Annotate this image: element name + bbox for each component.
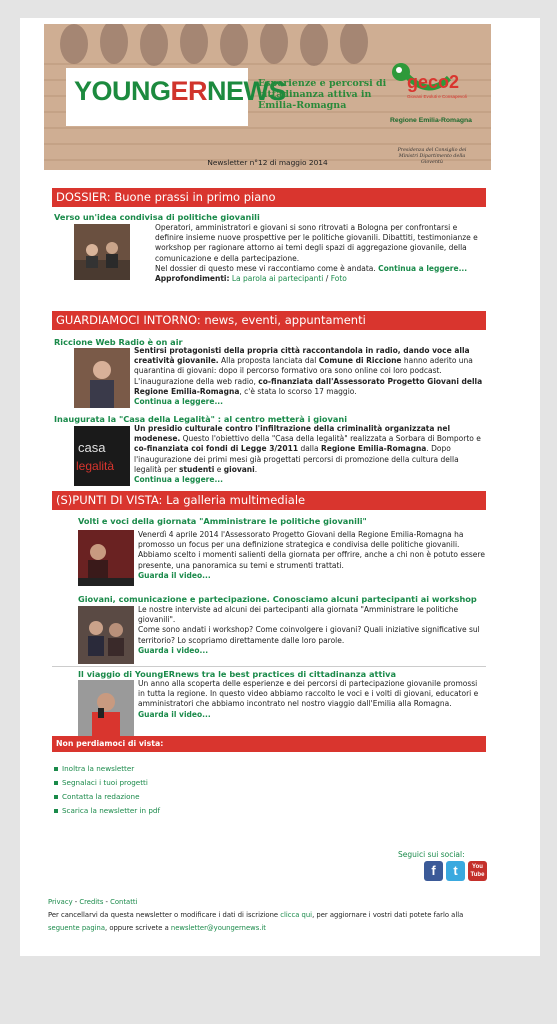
section-punti: (S)PUNTI DI VISTA: La galleria multimediale (52, 491, 486, 510)
not-forget-heading: Non perdiamoci di vista: (52, 736, 486, 752)
article-title-viaggio[interactable]: Il viaggio di YoungERnews tra le best practices di cittadinanza attiva (78, 669, 397, 679)
dossier-photo-art (74, 224, 130, 280)
issue-number: Newsletter n°12 di maggio 2014 (207, 158, 328, 167)
article-title-comunicazione[interactable]: Giovani, comunicazione e partecipazione. Conosciamo alcuni partecipanti ai workshop (78, 594, 477, 604)
svg-text:Giovani Evoluti e Consapevoli: Giovani Evoluti e Consapevoli (407, 94, 467, 99)
quick-links (52, 762, 352, 818)
svg-text:casa: casa (78, 440, 106, 455)
article-title-dossier[interactable]: Verso un'idea condivisa di politiche giovanili (54, 212, 260, 222)
svg-text:geco2: geco2 (407, 72, 460, 92)
approf-foto-link[interactable]: Foto (330, 274, 347, 284)
dossier-photo[interactable] (74, 224, 130, 280)
contatti-link[interactable]: Contatti (110, 898, 138, 906)
regione-logo: Regione Emilia-Romagna (390, 117, 472, 124)
comunicazione-body: Le nostre interviste ad alcuni dei partecipanti alla giornata "Amministrare le politiche giovanili". Come sono andati i workshop? Come coinvolgere i giovani? Quali iniziative significative sul territorio? Lo scopriamo direttamente dalle loro parole. Guarda i video... (138, 605, 480, 655)
unsubscribe-link[interactable]: clicca qui (280, 911, 313, 919)
section-dossier: DOSSIER: Buone prassi in primo piano (52, 188, 486, 207)
viaggio-video-art (78, 680, 134, 738)
banner-tagline: Esperienze e percorsi di cittadinanza attiva in Emilia-Romagna (258, 78, 387, 111)
youtube-icon[interactable]: You Tube (468, 861, 487, 881)
volti-watch-video[interactable]: Guarda il video... (138, 570, 211, 580)
radio-body: Sentirsi protagonisti della propria città raccontandola in radio, dando voce alla creatività giovanile. Alla proposta lanciata dal Comune di Riccione hanno aderito una quarantina di giovani: dopo il percorso formativo ora sono online coi loro podcast. L'inaugurazione della web radio, co-finanziata dall'Assessorato Progetto Giovani della Regione Emilia-Romagna, c'è stata lo scorso 17 maggio. Continua a leggere... (134, 346, 483, 407)
article-title-radio[interactable]: Riccione Web Radio è on air (54, 337, 183, 347)
geco-logo (389, 58, 467, 106)
link-forward-newsletter[interactable]: Inoltra la newsletter (52, 762, 352, 776)
section-guardiamoci: GUARDIAMOCI INTORNO: news, eventi, appuntamenti (52, 311, 486, 330)
presidenza-logo: Presidenza del Consiglio dei Ministri Dipartimento della Gioventù (397, 148, 467, 165)
article-title-volti[interactable]: Volti e voci della giornata "Amministrare le politiche giovanili" (78, 516, 367, 526)
update-page-link[interactable]: seguente pagina (48, 924, 105, 932)
radio-photo[interactable] (74, 348, 130, 408)
article-title-legalita[interactable]: Inaugurata la "Casa della Legalità" : al centro metterà i giovani (54, 414, 348, 424)
privacy-link[interactable]: Privacy (48, 898, 73, 906)
social-label: Seguici sui social: (398, 850, 465, 859)
divider (52, 666, 486, 667)
viaggio-body: Un anno alla scoperta delle esperienze e dei percorsi di partecipazione giovanile promossi in tutta la regione. In questo video abbiamo raccolto le voci e i volti di giovani, educatori e amministratori che abbiamo incontrato nel nostro viaggio dall'Emilia alla Romagna. Guarda il video... (138, 679, 479, 719)
viaggio-video-thumb[interactable] (78, 680, 134, 738)
link-report-project[interactable]: Segnalaci i tuoi progetti (52, 776, 352, 790)
volti-video-thumb[interactable] (78, 530, 134, 586)
comunicazione-video-art (78, 606, 134, 664)
youngernews-logo: YOUNGERNEWS (74, 76, 287, 106)
svg-text:legalità: legalità (76, 459, 115, 473)
dossier-read-more[interactable]: Continua a leggere... (378, 263, 468, 273)
link-contact-editors[interactable]: Contatta la redazione (52, 790, 352, 804)
credits-link[interactable]: Credits (79, 898, 104, 906)
volti-body: Venerdì 4 aprile 2014 l'Assessorato Progetto Giovani della Regione Emilia-Romagna ha promosso un focus per una definizione strategica e condivisa delle politiche giovanili. Abbiamo scelto i momenti salienti della giornata per offrire, anche a chi non è potuto essere presente, una panoramica su temi e strumenti trattati. Guarda il video... (138, 530, 485, 580)
approf-partecipanti-link[interactable]: La parola ai partecipanti (231, 274, 324, 284)
radio-read-more[interactable]: Continua a leggere... (134, 397, 223, 407)
legalita-read-more[interactable]: Continua a leggere... (134, 475, 223, 485)
comunicazione-video-thumb[interactable] (78, 606, 134, 664)
twitter-icon[interactable]: t (446, 861, 465, 881)
legalita-photo-art (74, 426, 130, 486)
link-download-pdf[interactable]: Scarica la newsletter in pdf (52, 804, 352, 818)
legalita-photo[interactable] (74, 426, 130, 486)
radio-photo-art (74, 348, 130, 408)
volti-video-art (78, 530, 134, 586)
facebook-icon[interactable]: f (424, 861, 443, 881)
header-banner (44, 24, 491, 170)
footer: Privacy - Credits - Contatti Per cancellarvi da questa newsletter o modificare i dati di iscrizione clicca qui, per aggiornare i vostri dati potete farlo alla seguente pagina, oppure scrivete a newsletter@youngernews.it (48, 898, 464, 932)
newsletter-email-link[interactable]: newsletter@youngernews.it (170, 924, 266, 932)
comunicazione-watch-videos[interactable]: Guarda i video... (138, 645, 209, 655)
dossier-body: Operatori, amministratori e giovani si sono ritrovati a Bologna per confrontarsi e definire insieme nuove prospettive per le politiche giovanili. Dibattiti, testimonianze e workshop per ragionare attorno ai temi degli spazi di aggregazione giovanile, della comunicazione e della partecipazione. Nel dossier di questo mese vi raccontiamo come è andata. Continua a leggere... Approfondimenti: La parola ai partecipanti / Foto (155, 223, 478, 284)
legalita-body: Un presidio culturale contro l'infiltrazione della criminalità organizzata nel modenese. Questo l'obiettivo della "Casa della legalità" realizzata a Sorbara di Bomporto e co-finanziata coi fondi di Legge 3/2011 dalla Regione Emilia-Romagna. Dopo l'inaugurazione dei primi mesi già progettati percorsi di promozione della cultura della legalità per studenti e giovani. Continua a leggere... (134, 424, 481, 485)
viaggio-watch-video[interactable]: Guarda il video... (138, 709, 211, 719)
